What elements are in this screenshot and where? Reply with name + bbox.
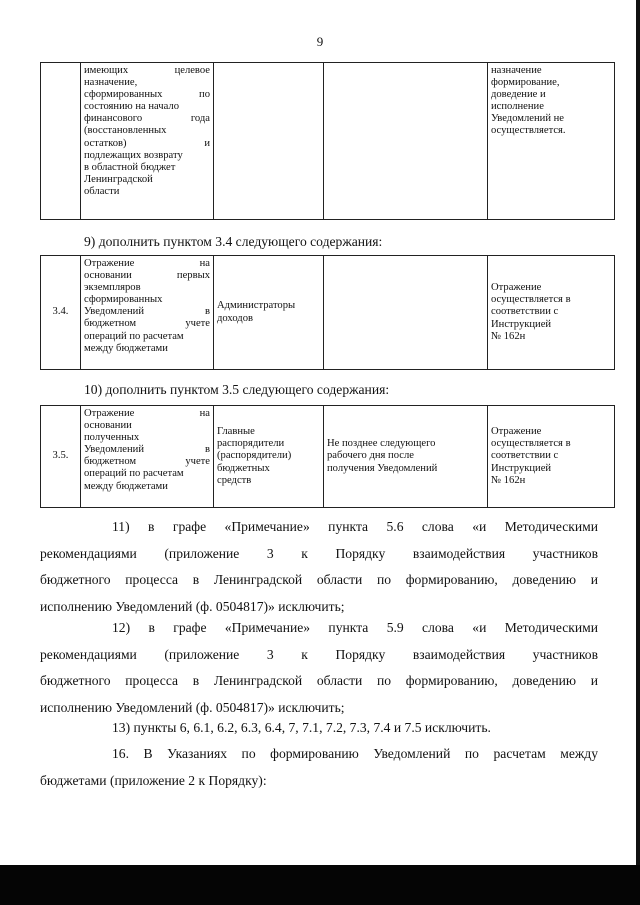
- scan-bottom-border: [0, 865, 640, 905]
- cell-description: имеющих целевое назначение, сформированных по состоянию на начало финансового года (восстановленных остатков) и подлежащих возврату в областной бюджет Ленинградской области: [81, 63, 214, 220]
- paragraph-12: 12) в графе «Примечание» пункта 5.9 слова «и Методическими рекомендациями (приложение 3 к Порядку взаимодействия участников бюджетного процесса в Ленинградской области по формированию, доведению и исполнению Уведомлений (ф. 0504817)» исключить;: [40, 620, 598, 715]
- table-row: [41, 256, 615, 370]
- cell-number: [41, 63, 81, 220]
- paragraph-9: 9) дополнить пунктом 3.4 следующего содержания:: [84, 234, 383, 249]
- cell-executor: [214, 63, 324, 220]
- table-item-3-4: [40, 255, 615, 370]
- cell-deadline: [324, 63, 488, 220]
- continuation-table: [40, 62, 615, 220]
- cell-note: Отражение осуществляется в соответствии с Инструкцией № 162н: [488, 256, 615, 370]
- scan-edge: [636, 0, 640, 905]
- page-number: 9: [316, 34, 324, 49]
- paragraph-13: 13) пункты 6, 6.1, 6.2, 6.3, 6.4, 7, 7.1, 7.2, 7.3, 7.4 и 7.5 исключить.: [112, 720, 491, 735]
- cell-deadline: Не позднее следующего рабочего дня после получения Уведомлений: [324, 406, 488, 508]
- cell-description: Отражение на основании первых экземпляров сформированных Уведомлений в бюджетном учете операций по расчетам между бюджетами: [81, 256, 214, 370]
- paragraph-10: 10) дополнить пунктом 3.5 следующего содержания:: [84, 382, 390, 397]
- cell-executor: Администраторы доходов: [214, 256, 324, 370]
- paragraph-11: 11) в графе «Примечание» пункта 5.6 слова «и Методическими рекомендациями (приложение 3 к Порядку взаимодействия участников бюджетного процесса в Ленинградской области по формированию, доведению и исполнению Уведомлений (ф. 0504817)» исключить;: [40, 519, 598, 614]
- table-row: [41, 63, 615, 220]
- cell-number: 3.4.: [41, 256, 81, 370]
- cell-description: Отражение на основании полученных Уведомлений в бюджетном учете операций по расчетам между бюджетами: [81, 406, 214, 508]
- cell-note: назначение формирование, доведение и исполнение Уведомлений не осуществляется.: [488, 63, 615, 220]
- paragraph-16: 16. В Указаниях по формированию Уведомлений по расчетам между бюджетами (приложение 2 к Порядку):: [40, 746, 598, 788]
- cell-number: 3.5.: [41, 406, 81, 508]
- cell-executor: Главные распорядители (распорядители) бюджетных средств: [214, 406, 324, 508]
- table-item-3-5: [40, 405, 615, 508]
- table-row: [41, 406, 615, 508]
- cell-note: Отражение осуществляется в соответствии с Инструкцией № 162н: [488, 406, 615, 508]
- cell-deadline: [324, 256, 488, 370]
